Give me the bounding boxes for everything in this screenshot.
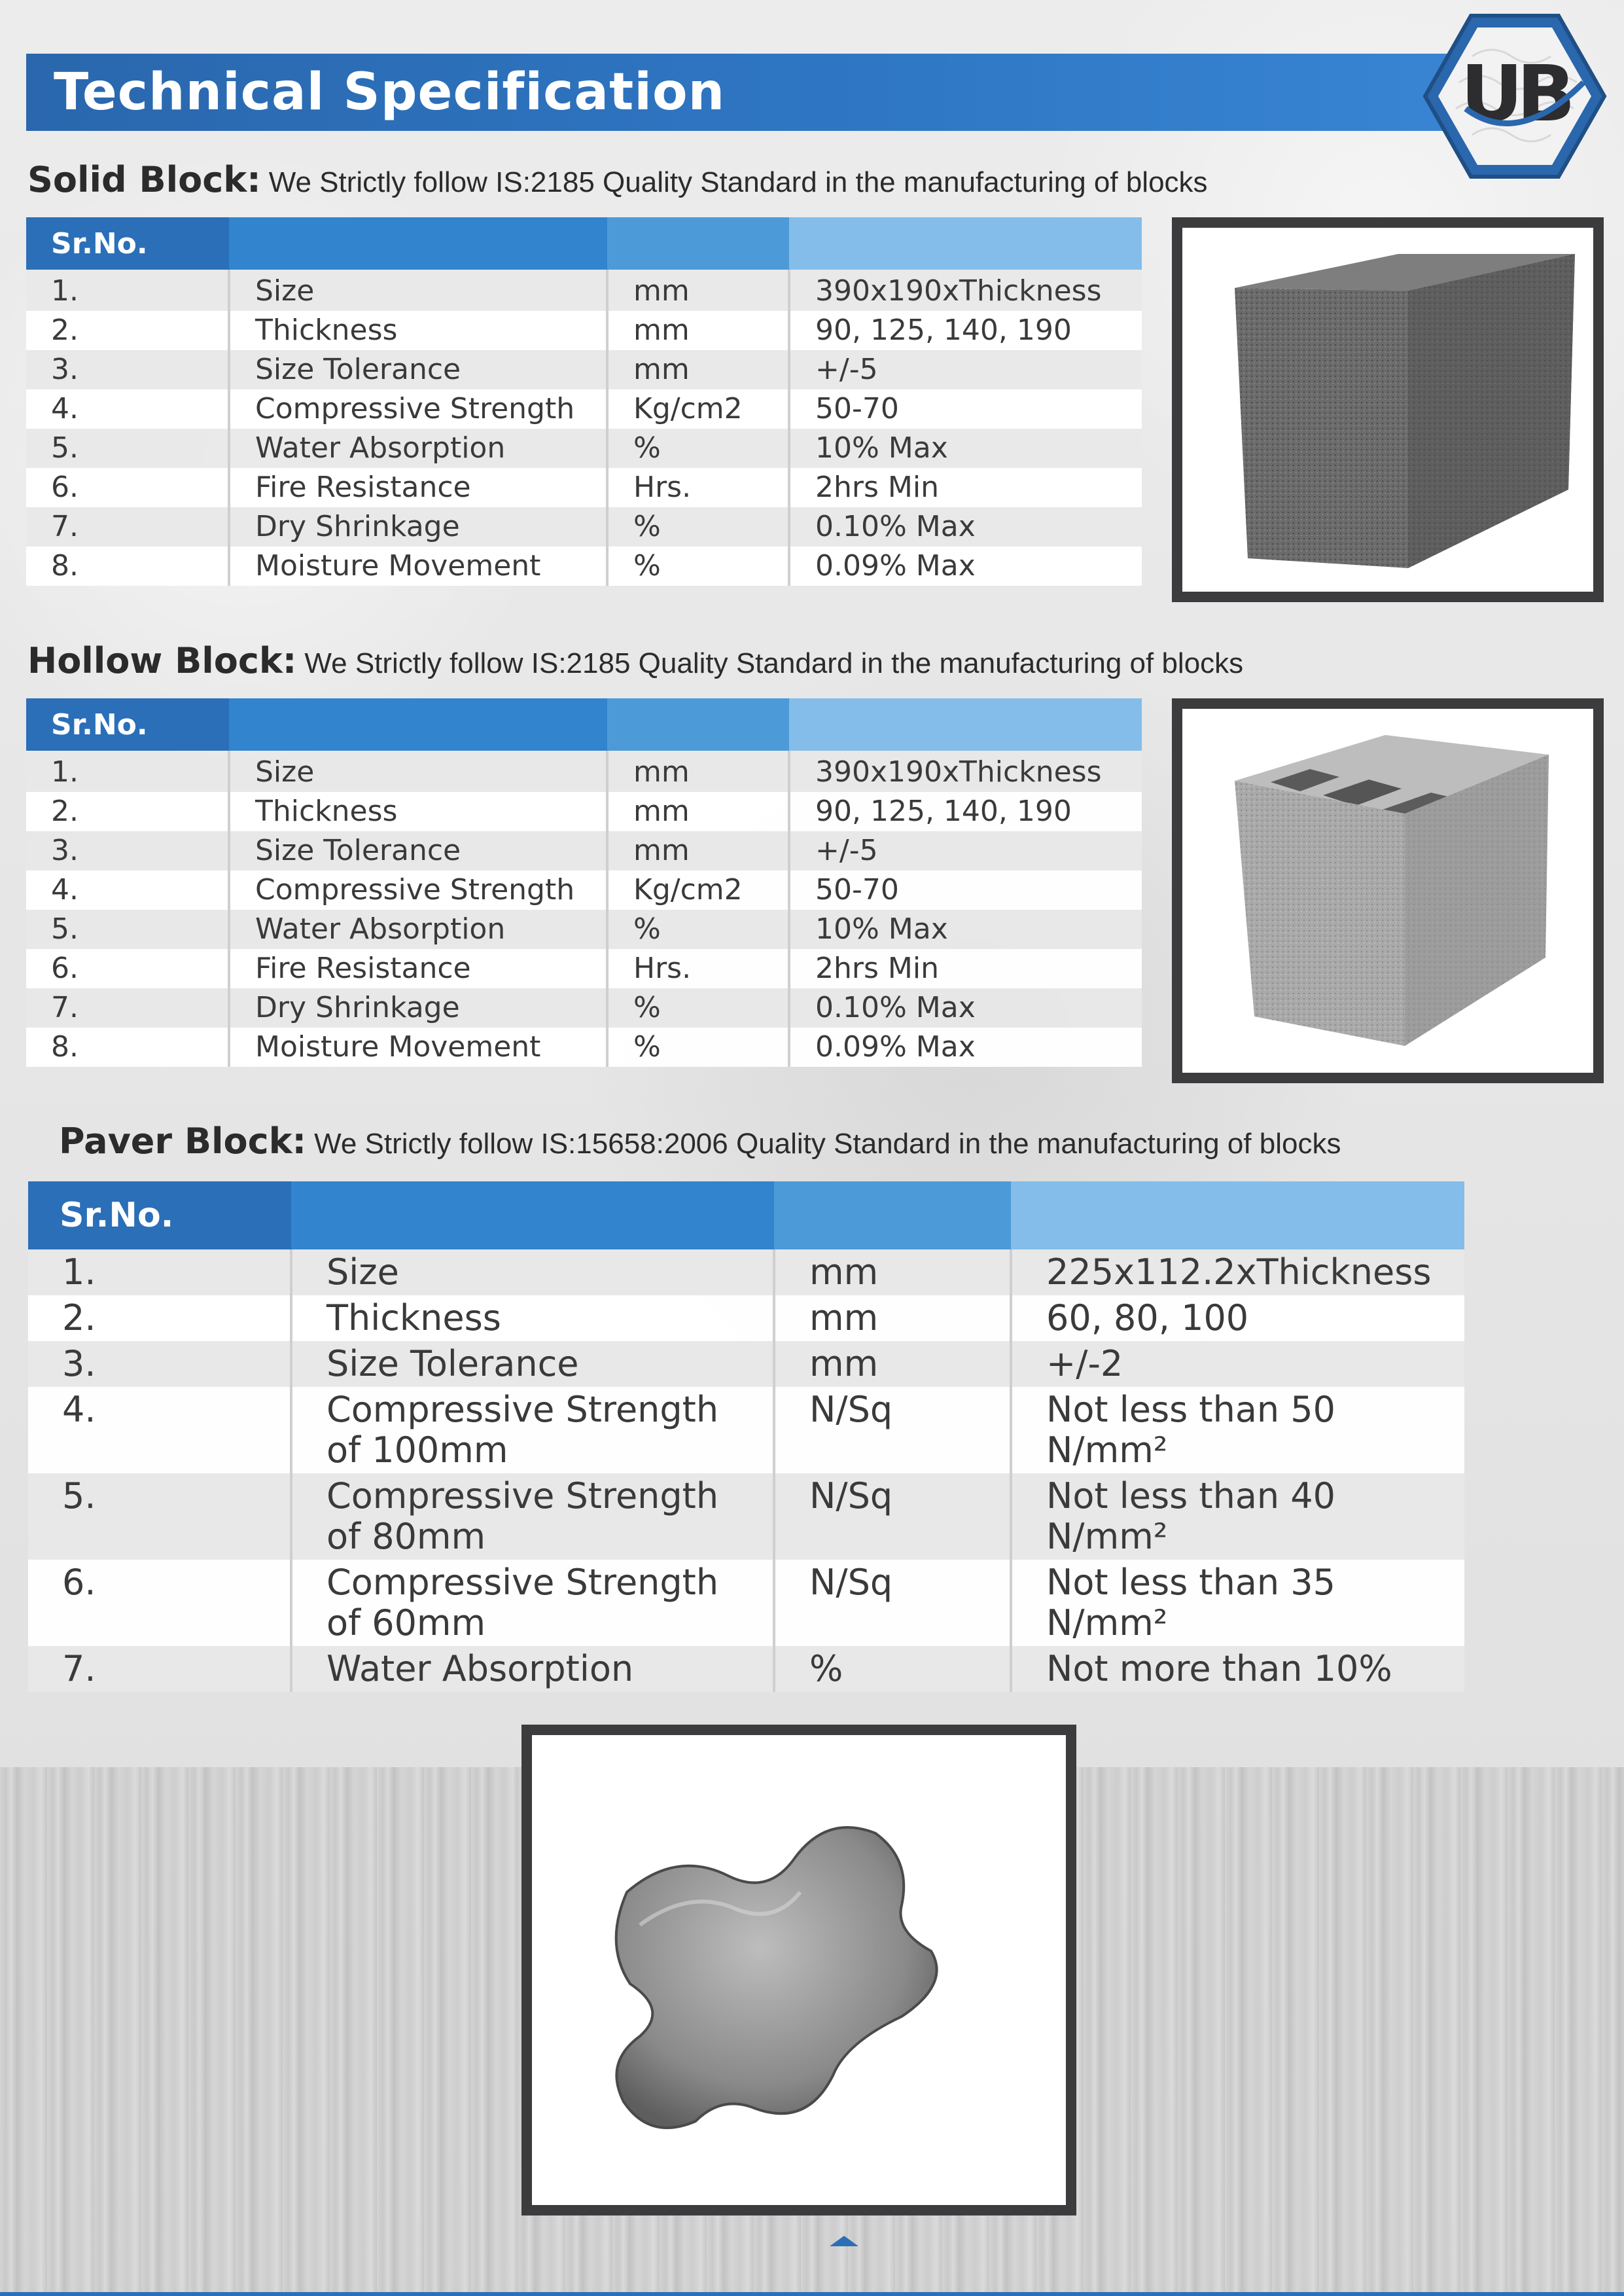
- unit-cell: %: [774, 1646, 1011, 1692]
- unit-cell: %: [607, 910, 789, 949]
- sr-no-cell: 5.: [26, 910, 229, 949]
- table-row: [28, 1387, 1464, 1473]
- table-row: [26, 270, 1142, 311]
- sr-no-cell: 2.: [26, 311, 229, 350]
- value-cell: 390x190xThickness: [789, 751, 1142, 792]
- header-cell: [774, 1181, 1011, 1249]
- unit-cell: Kg/cm2: [607, 389, 789, 429]
- table-row: [26, 751, 1142, 792]
- unit-cell: mm: [774, 1249, 1011, 1295]
- parameter-cell: Size: [229, 751, 607, 792]
- sr-no-header: Sr.No.: [26, 217, 229, 270]
- paver-block-title: Paver Block:: [59, 1121, 307, 1162]
- sr-no-cell: 6.: [26, 468, 229, 507]
- parameter-cell: Size Tolerance: [229, 831, 607, 870]
- title-bar: [26, 54, 1518, 131]
- sr-no-cell: 7.: [26, 988, 229, 1028]
- solid-block-spec-table: [26, 217, 1142, 586]
- paver-block-standard-note: We Strictly follow IS:15658:2006 Quality Standard in the manufacturing of blocks: [314, 1128, 1341, 1160]
- table-row: [28, 1560, 1464, 1646]
- table-row: [26, 910, 1142, 949]
- unit-cell: %: [607, 507, 789, 547]
- value-cell: 0.10% Max: [789, 507, 1142, 547]
- table-row: [26, 831, 1142, 870]
- value-cell: +/-5: [789, 831, 1142, 870]
- table-row: [28, 1646, 1464, 1692]
- parameter-cell: Size: [229, 270, 607, 311]
- sr-no-cell: 7.: [26, 507, 229, 547]
- hollow-block-standard-note: We Strictly follow IS:2185 Quality Standard in the manufacturing of blocks: [304, 647, 1244, 679]
- parameter-cell: Compressive Strength: [229, 389, 607, 429]
- sr-no-cell: 4.: [26, 870, 229, 910]
- footer-rule: [0, 2292, 1624, 2296]
- value-cell: Not less than 40 N/mm²: [1011, 1473, 1464, 1560]
- sr-no-cell: 4.: [26, 389, 229, 429]
- value-cell: 0.09% Max: [789, 1028, 1142, 1067]
- unit-cell: mm: [607, 311, 789, 350]
- sr-no-cell: 4.: [28, 1387, 291, 1473]
- unit-cell: %: [607, 1028, 789, 1067]
- sr-no-cell: 6.: [26, 949, 229, 988]
- table-row: [26, 1028, 1142, 1067]
- unit-cell: mm: [607, 350, 789, 389]
- parameter-cell: Thickness: [229, 311, 607, 350]
- paver-block-heading: [59, 1121, 1341, 1162]
- table-row: [26, 792, 1142, 831]
- unit-cell: mm: [607, 270, 789, 311]
- sr-no-cell: 5.: [26, 429, 229, 468]
- header-cell: [229, 217, 607, 270]
- parameter-cell: Moisture Movement: [229, 1028, 607, 1067]
- value-cell: 10% Max: [789, 429, 1142, 468]
- value-cell: 50-70: [789, 389, 1142, 429]
- table-row: [26, 547, 1142, 586]
- hollow-block-spec-table: [26, 698, 1142, 1067]
- table-row: [26, 311, 1142, 350]
- header-cell: [789, 217, 1142, 270]
- parameter-cell: Water Absorption: [229, 910, 607, 949]
- unit-cell: N/Sq: [774, 1473, 1011, 1560]
- svg-text:UB: UB: [1460, 48, 1569, 139]
- value-cell: Not less than 50 N/mm²: [1011, 1387, 1464, 1473]
- unit-cell: mm: [774, 1341, 1011, 1387]
- table-row: [26, 468, 1142, 507]
- table-row: [26, 507, 1142, 547]
- header-cell: [607, 217, 789, 270]
- solid-block-title: Solid Block:: [27, 159, 261, 200]
- table-row: [26, 389, 1142, 429]
- table-row: [28, 1249, 1464, 1295]
- sr-no-cell: 1.: [26, 270, 229, 311]
- parameter-cell: Fire Resistance: [229, 949, 607, 988]
- solid-block-standard-note: We Strictly follow IS:2185 Quality Standard in the manufacturing of blocks: [268, 166, 1208, 198]
- parameter-cell: Compressive Strength of 100mm: [291, 1387, 774, 1473]
- parameter-cell: Fire Resistance: [229, 468, 607, 507]
- parameter-cell: Compressive Strength of 60mm: [291, 1560, 774, 1646]
- parameter-cell: Size Tolerance: [229, 350, 607, 389]
- parameter-cell: Thickness: [291, 1295, 774, 1341]
- unit-cell: mm: [774, 1295, 1011, 1341]
- sr-no-cell: 3.: [26, 831, 229, 870]
- value-cell: Not more than 10%: [1011, 1646, 1464, 1692]
- table-row: [26, 350, 1142, 389]
- parameter-cell: Compressive Strength: [229, 870, 607, 910]
- unit-cell: %: [607, 988, 789, 1028]
- table-header-row: [26, 698, 1142, 751]
- sr-no-cell: 7.: [28, 1646, 291, 1692]
- hollow-block-title: Hollow Block:: [27, 640, 297, 681]
- parameter-cell: Water Absorption: [229, 429, 607, 468]
- unit-cell: Kg/cm2: [607, 870, 789, 910]
- value-cell: 390x190xThickness: [789, 270, 1142, 311]
- header-cell: [291, 1181, 774, 1249]
- unit-cell: mm: [607, 751, 789, 792]
- unit-cell: Hrs.: [607, 949, 789, 988]
- parameter-cell: Moisture Movement: [229, 547, 607, 586]
- value-cell: 0.09% Max: [789, 547, 1142, 586]
- unit-cell: N/Sq: [774, 1387, 1011, 1473]
- unit-cell: N/Sq: [774, 1560, 1011, 1646]
- table-header-row: [28, 1181, 1464, 1249]
- unit-cell: %: [607, 429, 789, 468]
- hollow-block-heading: [27, 640, 1243, 681]
- sr-no-cell: 1.: [28, 1249, 291, 1295]
- table-row: [26, 870, 1142, 910]
- hollow-block-image: [1172, 698, 1604, 1083]
- sr-no-cell: 5.: [28, 1473, 291, 1560]
- header-cell: [607, 698, 789, 751]
- sr-no-cell: 2.: [26, 792, 229, 831]
- value-cell: 0.10% Max: [789, 988, 1142, 1028]
- parameter-cell: Size: [291, 1249, 774, 1295]
- value-cell: +/-5: [789, 350, 1142, 389]
- parameter-cell: Compressive Strength of 80mm: [291, 1473, 774, 1560]
- unit-cell: mm: [607, 792, 789, 831]
- page-title: Technical Specification: [54, 63, 726, 122]
- sr-no-cell: 8.: [26, 1028, 229, 1067]
- value-cell: +/-2: [1011, 1341, 1464, 1387]
- table-row: [26, 429, 1142, 468]
- value-cell: 2hrs Min: [789, 468, 1142, 507]
- value-cell: 90, 125, 140, 190: [789, 311, 1142, 350]
- paver-block-image: [521, 1725, 1076, 2215]
- solid-block-heading: [27, 159, 1208, 200]
- sr-no-header: Sr.No.: [28, 1181, 291, 1249]
- header-cell: [789, 698, 1142, 751]
- sr-no-cell: 1.: [26, 751, 229, 792]
- sr-no-cell: 6.: [28, 1560, 291, 1646]
- sr-no-header: Sr.No.: [26, 698, 229, 751]
- paver-block-spec-table: [28, 1181, 1464, 1692]
- brand-logo: [1420, 10, 1610, 182]
- table-row: [28, 1341, 1464, 1387]
- value-cell: Not less than 35 N/mm²: [1011, 1560, 1464, 1646]
- sr-no-cell: 3.: [28, 1341, 291, 1387]
- parameter-cell: Size Tolerance: [291, 1341, 774, 1387]
- table-header-row: [26, 217, 1142, 270]
- sr-no-cell: 2.: [28, 1295, 291, 1341]
- value-cell: 225x112.2xThickness: [1011, 1249, 1464, 1295]
- sr-no-cell: 3.: [26, 350, 229, 389]
- parameter-cell: Dry Shrinkage: [229, 507, 607, 547]
- parameter-cell: Water Absorption: [291, 1646, 774, 1692]
- table-row: [28, 1295, 1464, 1341]
- unit-cell: %: [607, 547, 789, 586]
- table-row: [28, 1473, 1464, 1560]
- caret-up-icon: [830, 2236, 858, 2246]
- solid-block-image: [1172, 217, 1604, 602]
- header-cell: [1011, 1181, 1464, 1249]
- parameter-cell: Dry Shrinkage: [229, 988, 607, 1028]
- parameter-cell: Thickness: [229, 792, 607, 831]
- table-row: [26, 949, 1142, 988]
- value-cell: 50-70: [789, 870, 1142, 910]
- sr-no-cell: 8.: [26, 547, 229, 586]
- value-cell: 2hrs Min: [789, 949, 1142, 988]
- table-row: [26, 988, 1142, 1028]
- unit-cell: Hrs.: [607, 468, 789, 507]
- value-cell: 60, 80, 100: [1011, 1295, 1464, 1341]
- value-cell: 90, 125, 140, 190: [789, 792, 1142, 831]
- value-cell: 10% Max: [789, 910, 1142, 949]
- header-cell: [229, 698, 607, 751]
- unit-cell: mm: [607, 831, 789, 870]
